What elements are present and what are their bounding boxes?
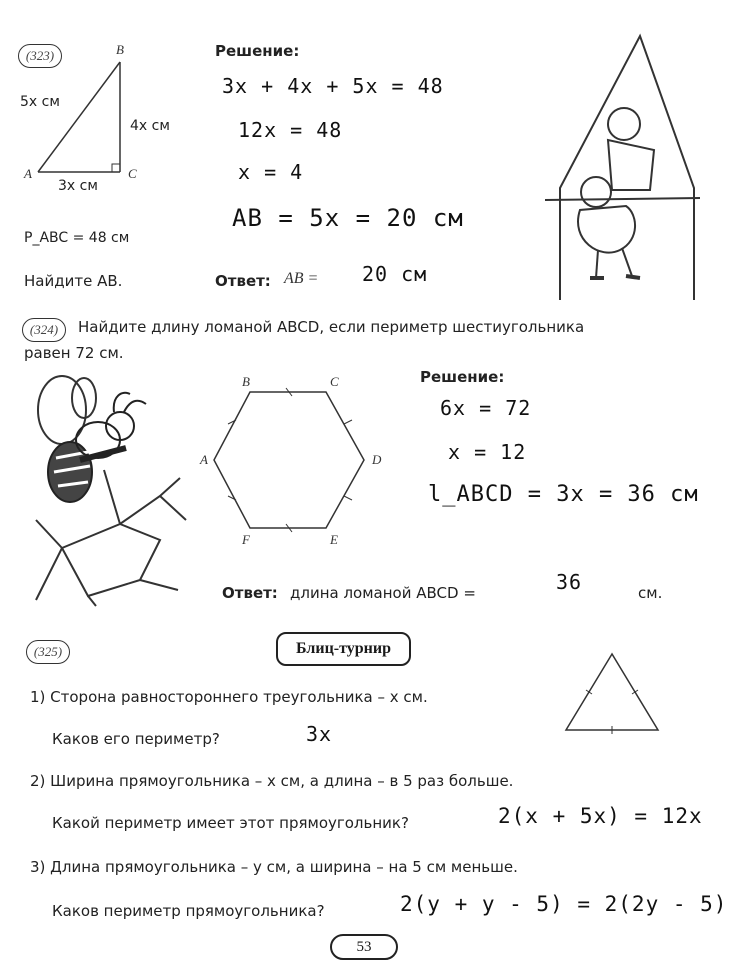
task2-answer-unit: см. [638,584,663,602]
task2-text-line-2: равен 72 см. [24,344,124,362]
question-1-line-1: 1) Сторона равностороннего треугольника – x см. [30,688,428,706]
task1-solution-label: Решение: [215,42,300,60]
task1-step-4: AB = 5x = 20 см [232,204,464,232]
side-bc-label: 4x см [130,118,170,134]
vertex-b-label: B [116,42,124,57]
task1-answer-value: 20 см [362,262,428,286]
question-1-answer: 3x [306,722,333,746]
task1-answer-prefix: AB = [284,270,319,287]
vertex-a-label: A [24,166,32,181]
question-2-line-1: 2) Ширина прямоугольника – x см, а длина – в 5 раз больше. [30,772,514,790]
blitz-tournament-title: Блиц-турнир [276,632,411,666]
task1-step-2: 12x = 48 [238,118,343,142]
hex-vertex-f: F [242,532,250,547]
side-ab-label: 5x см [20,94,60,110]
task1-question: Найдите AB. [24,272,123,290]
question-3-answer: 2(y + y - 5) = 2(2y - 5) [400,892,728,916]
task-number-badge: (324) [22,318,66,342]
perimeter-given: P_ABC = 48 см [24,230,130,246]
task-number-badge: (325) [26,640,70,664]
vertex-c-label: C [128,166,137,181]
task2-text-line-1: Найдите длину ломаной ABCD, если периметр шестиугольника [78,318,585,336]
question-3-line-1: 3) Длина прямоугольника – y см, а ширина – на 5 см меньше. [30,858,518,876]
question-2-answer: 2(x + 5x) = 12x [498,804,703,828]
task2-step-2: x = 12 [448,440,527,464]
task-number-badge: (323) [18,44,62,68]
hex-vertex-c: C [330,374,339,389]
task2-answer-value: 36 [556,570,583,594]
question-3-line-2: Каков периметр прямоугольника? [52,902,325,920]
task2-answer-text: длина ломаной ABCD = [290,584,476,602]
hex-vertex-d: D [372,452,382,467]
task2-answer-label: Ответ: [222,584,278,602]
task2-step-3: l_ABCD = 3x = 36 см [428,482,699,507]
task2-solution-label: Решение: [420,368,505,386]
task1-step-3: x = 4 [238,160,304,184]
task1-answer-label: Ответ: [215,272,271,290]
task2-step-1: 6x = 72 [440,396,532,420]
question-1-line-2: Каков его периметр? [52,730,220,748]
hex-vertex-b: B [242,374,250,389]
task1-step-1: 3x + 4x + 5x = 48 [222,74,444,98]
side-ac-label: 3x см [58,178,98,194]
page-number: 53 [330,934,398,960]
question-2-line-2: Какой периметр имеет этот прямоугольник? [52,814,409,832]
hex-vertex-a: A [200,452,208,467]
hex-vertex-e: E [330,532,338,547]
